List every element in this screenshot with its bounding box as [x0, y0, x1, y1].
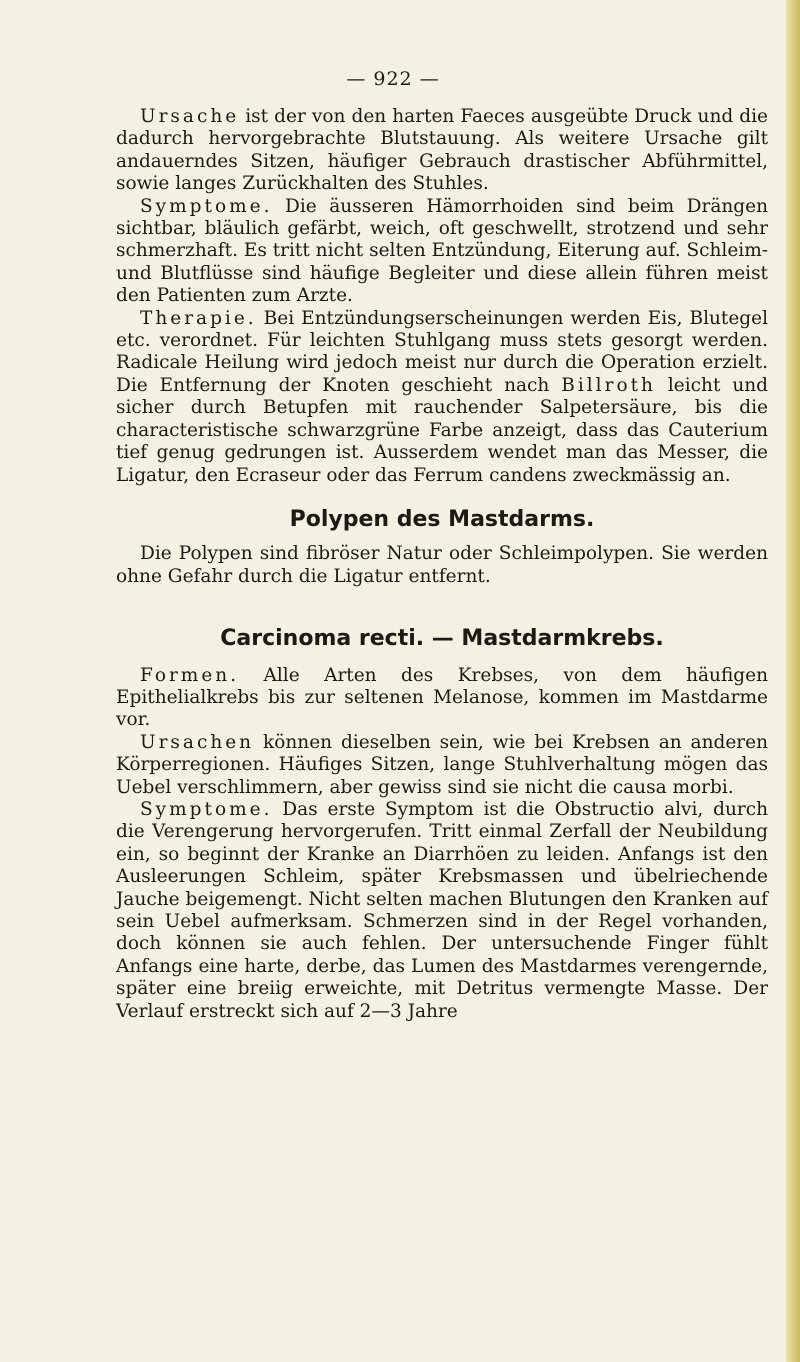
ursache-text: ist der von den harten Faeces ausgeübte Druck und die dadurch hervorgebrachte Blutstauung. Als weitere Ursache gilt andauerndes Sitzen, häufiger Gebrauch drastischer Abführmittel, sowie langes Zurückhalten des Stuhles. — [116, 106, 768, 195]
therapie-text-2: leicht und sicher durch Betupfen mit rauchender Salpetersäure, bis die characteristische schwarzgrüne Farbe anzeigt, dass das Cauterium tief genug gedrungen ist. Ausserdem wendet man das Messer, die Ligatur, den Ecraseur oder das Ferrum candens zweckmässig an. — [116, 374, 768, 486]
formen-text: Alle Arten des Krebses, von dem häufigen Epithelialkrebs bis zur seltenen Melanose, kommen im Mastdarme vor. — [116, 664, 768, 731]
page-number: — 922 — — [346, 68, 440, 90]
symptome-text: Die äusseren Hämorrhoiden sind beim Drängen sichtbar, bläulich gefärbt, weich, oft geschwellt, strotzend und sehr schmerzhaft. Es tritt nicht selten Entzündung, Eiterung auf. Schleim- und Blutflüsse sind häufige Begleiter und diese allein führen meist den Patienten zum Arzte. — [116, 195, 768, 307]
paragraph-ursache — [116, 106, 768, 196]
paragraph-formen — [116, 665, 768, 732]
paragraph-ursachen — [116, 732, 768, 799]
paragraph-polypen: Die Polypen sind fibröser Natur oder Schleimpolypen. Sie werden ohne Gefahr durch die Ligatur entfernt. — [116, 543, 768, 587]
term-formen: Formen. — [140, 664, 240, 686]
page-edge — [786, 0, 800, 1362]
ursachen-text: können dieselben sein, wie bei Krebsen an anderen Körperregionen. Häufiges Sitzen, lange Stuhlverhaltung mögen das Uebel verschlimmern, aber gewiss sind sie nicht die causa morbi. — [116, 731, 768, 798]
paragraph-krebs-symptome — [116, 799, 768, 1023]
page-body — [116, 106, 768, 1023]
term-krebs-symptome: Symptome. — [140, 798, 273, 820]
term-ursache: Ursache — [140, 106, 240, 127]
krebs-symptome-text: Das erste Symptom ist die Obstructio alvi, durch die Verengerung hervorgerufen. Tritt einmal Zerfall der Neubildung ein, so beginnt der Kranke an Diarrhöen zu leiden. Anfangs ist den Ausleerungen Schleim, später Krebsmassen und übelriechende Jauche beigemengt. Nicht selten machen Blutungen den Kranken auf sein Uebel aufmerksam. Schmerzen sind in der Regel vorhanden, doch können sie auch fehlen. Der untersuchende Finger fühlt Anfangs eine harte, derbe, das Lumen des Mastdarmes verengernde, später eine breiig erweichte, mit Detritus vermengte Masse. Der Verlauf erstreckt sich auf 2—3 Jahre — [116, 798, 768, 1022]
paragraph-symptome — [116, 196, 768, 308]
term-ursachen: Ursachen — [140, 731, 255, 753]
heading-carcinoma: Carcinoma recti. — Mastdarmkrebs. — [220, 626, 664, 652]
name-billroth: Billroth — [561, 374, 656, 396]
term-therapie: Therapie. — [140, 307, 257, 329]
heading-polypen: Polypen des Mastdarms. — [289, 506, 595, 532]
paragraph-therapie — [116, 308, 768, 487]
term-symptome: Symptome. — [140, 195, 273, 217]
therapie-text-1: Bei Entzündungserscheinungen werden Eis, Blutegel etc. verordnet. Für leichten Stuhlgang muss stets gesorgt werden. Radicale Heilung wird jedoch meist nur durch die Operation erzielt. Die Entfernung der Knoten geschieht nach — [116, 307, 768, 396]
